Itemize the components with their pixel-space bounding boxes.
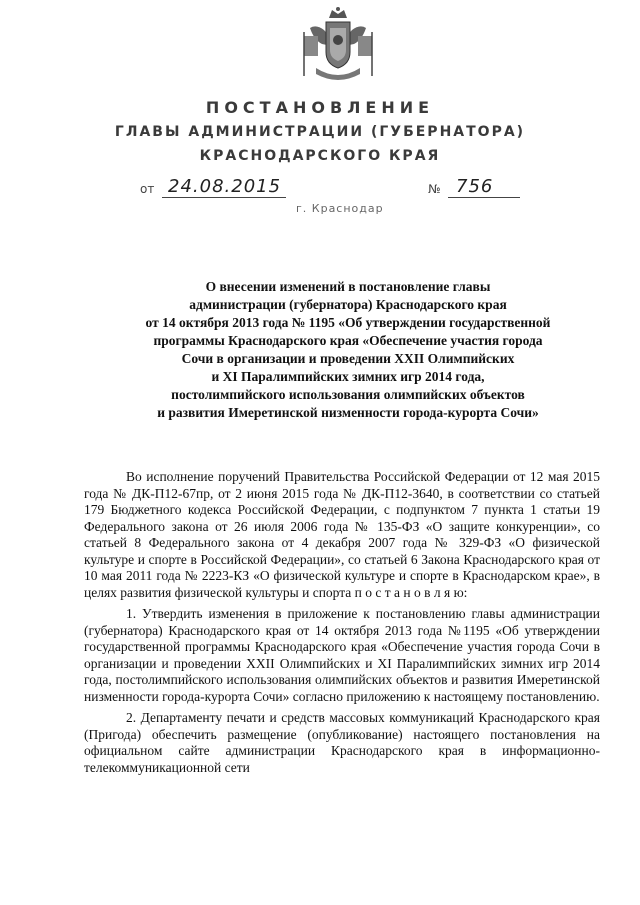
region-heading: КРАСНОДАРСКОГО КРАЯ xyxy=(199,148,441,164)
number-label: № xyxy=(428,182,441,196)
coat-of-arms-icon xyxy=(302,6,374,86)
clause-1-paragraph: 1. Утвердить изменения в приложение к постановлению главы администрации (губернатора) Краснодарского края от 14 октября 2013 года №1195 «Об утверждении государственной программы Краснодарского края «Обеспечение участия города Сочи в организации и проведении XXII Олимпийских и XI Паралимпийских зимних игр 2014 года, постолимпийского использования олимпийских объектов и развития Имеретинской низменности города-курорта Сочи» согласно приложению к настоящему постановлению. xyxy=(84,606,600,704)
title-line: от 14 октября 2013 года № 1195 «Об утверждении государственной xyxy=(145,315,551,330)
issuer-heading: ГЛАВЫ АДМИНИСТРАЦИИ (ГУБЕРНАТОРА) xyxy=(114,124,526,140)
title-line: и развития Имеретинской низменности города-курорта Сочи» xyxy=(157,405,539,420)
title-line: постолимпийского использования олимпийских объектов xyxy=(171,387,525,402)
title-line: администрации (губернатора) Краснодарского края xyxy=(189,297,507,312)
document-body xyxy=(84,469,600,776)
city-label: г. Краснодар xyxy=(296,202,384,215)
date-underline xyxy=(162,197,286,198)
handwritten-date: 24.08.2015 xyxy=(168,176,282,197)
handwritten-number: 756 xyxy=(456,176,494,197)
date-number-line xyxy=(140,178,520,200)
title-line: и XI Паралимпийских зимних игр 2014 года, xyxy=(211,369,485,384)
clause-2-paragraph: 2. Департаменту печати и средств массовых коммуникаций Краснодарского края (Пригода) обеспечить размещение (опубликование) настоящего постановления на официальном сайте администрации Краснодарского края в информационно-телекоммуникационной сети xyxy=(84,710,600,775)
number-underline xyxy=(448,197,520,198)
preamble-paragraph: Во исполнение поручений Правительства Российской Федерации от 12 мая 2015 года № ДК-П12-67пр, от 2 июня 2015 года № ДК-П12-3640, в соответствии со статьей 179 Бюджетного кодекса Российской Федерации, с подпунктом 7 пункта 1 статьи 19 Федерального закона от 26 июля 2006 года № 135-ФЗ «О защите конкуренции», со статьей 8 Федерального закона от 4 декабря 2007 года № 329-ФЗ «О физической культуре и спорте в Российской Федерации», со статьей 6 Закона Краснодарского края от 10 мая 2011 года № 2223-КЗ «О физической культуре и спорте в Краснодарском крае», в целях развития физической культуры и спорта п о с т а н о в л я ю: xyxy=(84,469,600,600)
title-line: Сочи в организации и проведении XXII Олимпийских xyxy=(181,351,515,366)
title-line: программы Краснодарского края «Обеспечение участия города xyxy=(153,333,543,348)
from-label: от xyxy=(140,182,155,196)
title-line: О внесении изменений в постановление главы xyxy=(205,279,491,294)
document-type-heading: ПОСТАНОВЛЕНИЕ xyxy=(205,98,435,117)
document-title xyxy=(110,278,586,422)
